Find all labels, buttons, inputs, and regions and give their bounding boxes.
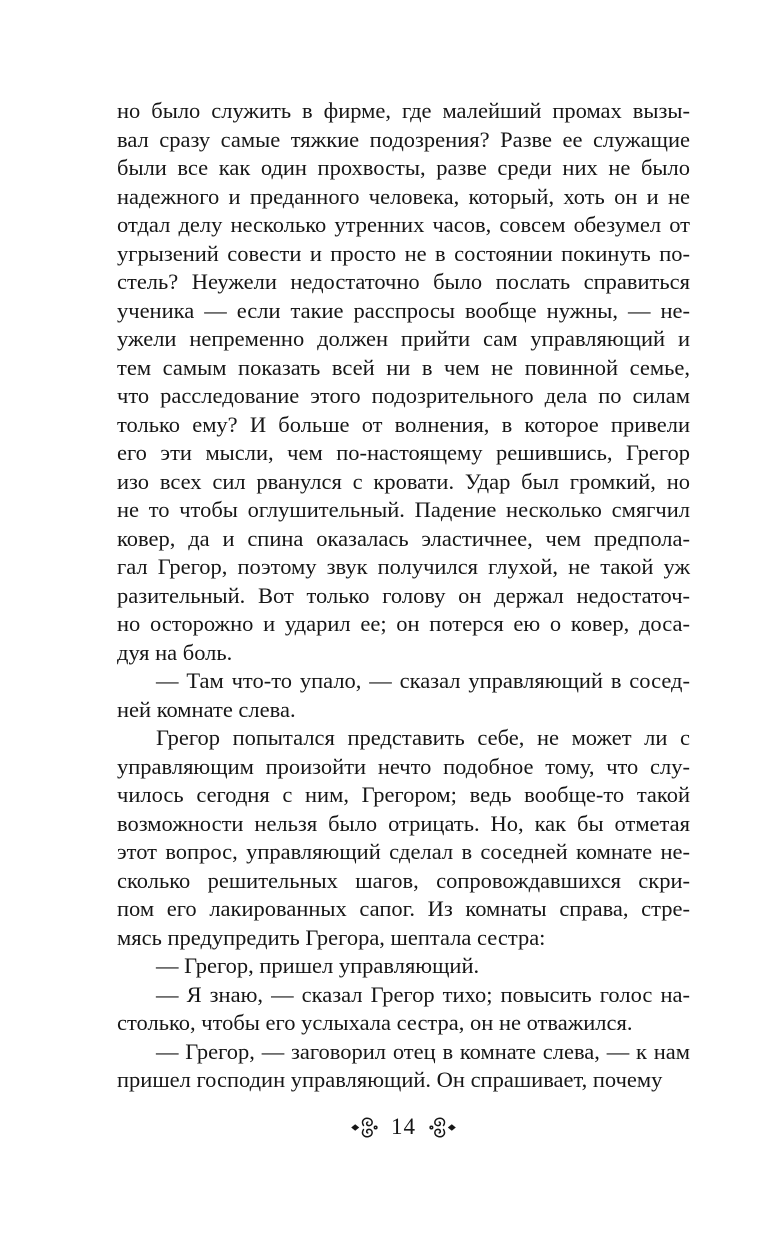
text-line: но было служить в фирме, где малейший промах вызы- [117, 98, 690, 123]
text-line: столько, чтобы его услыхала сестра, он не отважился. [117, 1010, 633, 1035]
text-line: ужели непременно должен прийти сам управляющий и [117, 326, 690, 351]
text-line: были все как один прохвосты, разве среди них не было [117, 155, 690, 180]
text-line: дуя на боль. [117, 639, 233, 665]
text-line: управляющим произойти нечто подобное тому, что слу- [117, 753, 690, 779]
text-line: только ему? И больше от волнения, в которое привели [117, 411, 690, 437]
text-line: стель? Неужели недостаточно было послать справиться [117, 269, 690, 294]
text-line: но осторожно и ударил ее; он потерся ею о ковер, доса- [117, 611, 690, 636]
text-line: вал сразу самые тяжкие подозрения? Разве ее служащие [117, 126, 690, 152]
text-line: ковер, да и спина оказалась эластичнее, чем предпола- [117, 525, 690, 551]
text-line: не то чтобы оглушительный. Падение несколько смягчил [117, 497, 690, 522]
text-line: Грегор попытался представить себе, не может ли с [156, 725, 690, 750]
text-line: — Грегор, — заговорил отец в комнате слева, — к нам [156, 1038, 690, 1064]
text-line: его эти мысли, чем по-настоящему решившись, Грегор [117, 440, 690, 465]
text-line: возможности нельзя было отрицать. Но, как бы отметая [117, 810, 690, 836]
text-line: — Грегор, пришел управляющий. [156, 953, 480, 978]
fleuron-left-icon [351, 1116, 378, 1139]
text-line: отдал делу несколько утренних часов, совсем обезумел от [117, 212, 690, 237]
text-line: надежного и преданного человека, который, хоть он и не [117, 183, 690, 209]
text-line: мясь предупредить Грегора, шептала сестра: [117, 924, 546, 950]
text-line: тем самым показать всей ни в чем не повинной семье, [117, 354, 690, 380]
text-line: изо всех сил рванулся с кровати. Удар был громкий, но [117, 468, 690, 494]
text-line: этот вопрос, управляющий сделал в соседней комнате не- [117, 839, 690, 864]
text-line: что расследование этого подозрительного дела по силам [117, 383, 690, 408]
page-number: 14 [391, 1114, 416, 1139]
page-footer [117, 1112, 690, 1142]
text-line: — Там что-то упало, — сказал управляющий в сосед- [156, 668, 690, 693]
text-line: пом его лакированных сапог. Из комнаты справа, стре- [117, 896, 690, 921]
text-line: ученика — если такие расспросы вообще нужны, — не- [117, 297, 690, 323]
text-line: ней комнате слева. [117, 696, 296, 722]
text-line: разительный. Вот только голову он держал недостаточ- [117, 582, 690, 608]
text-line: пришел господин управляющий. Он спрашивает, почему [117, 1067, 663, 1092]
text-line: сколько решительных шагов, сопровождавшихся скри- [117, 867, 690, 893]
text-line: чилось сегодня с ним, Грегором; ведь вообще-то такой [117, 782, 690, 807]
text-line: угрызений совести и просто не в состоянии покинуть по- [117, 240, 690, 266]
fleuron-right-icon [429, 1116, 456, 1139]
text-block [117, 97, 690, 1095]
text-line: гал Грегор, поэтому звук получился глухой, не такой уж [117, 554, 690, 579]
text-line: — Я знаю, — сказал Грегор тихо; повысить голос на- [156, 981, 690, 1007]
